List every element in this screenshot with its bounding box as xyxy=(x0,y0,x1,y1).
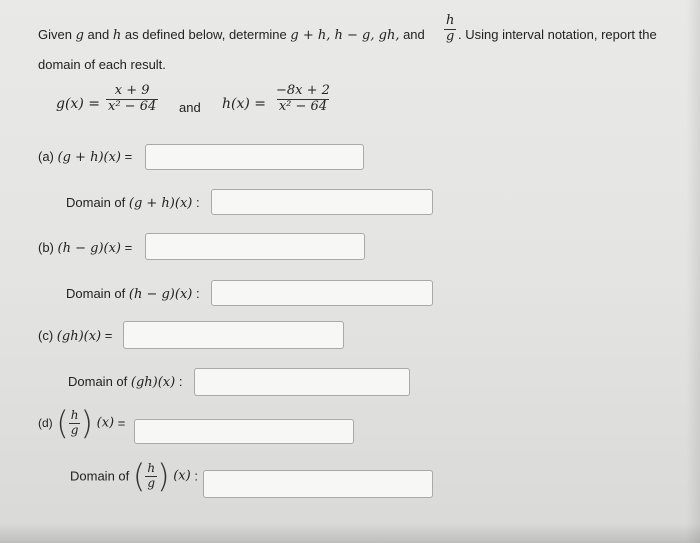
intro-line-1 xyxy=(38,27,425,43)
part-b-equals: = xyxy=(124,240,133,255)
part-b-domain-expression: (h − g)(x) xyxy=(128,287,193,302)
part-b-domain-input[interactable] xyxy=(211,280,433,306)
h-numerator: −8x + 2 xyxy=(276,83,330,98)
photo-shadow-right xyxy=(686,0,700,543)
part-d-denominator: g xyxy=(70,422,79,437)
part-a-label: (a) xyxy=(38,149,54,164)
part-c-expression: (gh)(x) xyxy=(56,329,102,344)
part-c-domain-colon: : xyxy=(178,374,183,389)
part-d-domain-label: Domain of xyxy=(70,468,130,484)
intro-given: Given xyxy=(38,27,72,42)
part-d-domain-right-paren-icon: ) xyxy=(157,457,170,495)
part-d-domain-argument: (x) xyxy=(173,468,191,484)
part-c-label-row xyxy=(38,328,112,344)
part-d-answer-input[interactable] xyxy=(134,419,354,444)
intro-list: g + h, h − g, gh, xyxy=(290,28,400,43)
part-d-label: (d) xyxy=(38,416,53,430)
intro-line-2: domain of each result. xyxy=(38,57,166,72)
part-a-answer-input[interactable] xyxy=(145,144,364,170)
part-b-answer-input[interactable] xyxy=(145,233,365,260)
intro-fraction xyxy=(444,14,456,45)
part-b-expression: (h − g)(x) xyxy=(57,241,121,256)
h-denominator: x² − 64 xyxy=(278,98,328,114)
part-b-label: (b) xyxy=(38,240,54,255)
h-definition-fraction xyxy=(274,84,332,115)
intro-after: . Using interval notation, report the xyxy=(458,27,657,42)
part-d-domain-denominator: g xyxy=(147,475,156,490)
part-a-domain-input[interactable] xyxy=(211,189,433,215)
definitions-and: and xyxy=(179,100,201,115)
g-definition-label: g(x) = xyxy=(56,96,100,112)
g-numerator: x + 9 xyxy=(114,83,150,98)
part-c-equals: = xyxy=(104,328,113,343)
part-d-domain-input[interactable] xyxy=(203,470,433,498)
g-definition-fraction xyxy=(106,84,158,115)
intro-g-var: g xyxy=(75,28,84,43)
part-c-domain-input[interactable] xyxy=(194,368,410,396)
part-b-domain-label: Domain of xyxy=(66,286,126,301)
g-denominator: x² − 64 xyxy=(108,98,157,114)
part-d-label-row xyxy=(38,404,126,442)
part-d-argument: (x) xyxy=(96,415,115,431)
part-b-domain-colon: : xyxy=(195,286,200,301)
part-c-domain-label: Domain of xyxy=(68,374,128,389)
part-d-domain-numerator: h xyxy=(147,460,156,475)
part-c-domain-expression: (gh)(x) xyxy=(130,375,176,390)
part-d-domain-label-row xyxy=(70,457,198,495)
part-c-answer-input[interactable] xyxy=(123,321,344,349)
part-c-label: (c) xyxy=(38,328,54,343)
part-d-left-paren-icon: ( xyxy=(56,404,69,442)
photo-shadow-bottom xyxy=(0,523,700,543)
part-b-label-row xyxy=(38,240,132,256)
intro-and1: and xyxy=(87,27,110,42)
h-definition-label: h(x) = xyxy=(222,96,267,112)
part-a-domain-colon: : xyxy=(195,195,200,210)
part-b-domain-label-row xyxy=(66,286,200,302)
part-d-domain-left-paren-icon: ( xyxy=(132,457,146,495)
part-a-domain-expression: (g + h)(x) xyxy=(128,196,193,211)
part-a-domain-label-row xyxy=(66,195,200,211)
part-d-equals: = xyxy=(117,415,126,431)
part-c-domain-label-row xyxy=(68,374,182,390)
intro-h-var: h xyxy=(112,28,122,43)
intro-frac-num: h xyxy=(446,13,455,28)
part-a-label-row xyxy=(38,149,132,165)
part-d-domain-colon: : xyxy=(194,468,198,484)
part-d-numerator: h xyxy=(70,407,79,422)
intro-and2: and xyxy=(403,27,425,42)
intro-frac-den: g xyxy=(446,28,455,44)
part-a-domain-label: Domain of xyxy=(66,195,126,210)
intro-as-defined: as defined below, determine xyxy=(124,27,287,42)
part-a-equals: = xyxy=(124,149,133,164)
part-d-right-paren-icon: ) xyxy=(80,404,93,442)
part-a-expression: (g + h)(x) xyxy=(57,150,121,165)
